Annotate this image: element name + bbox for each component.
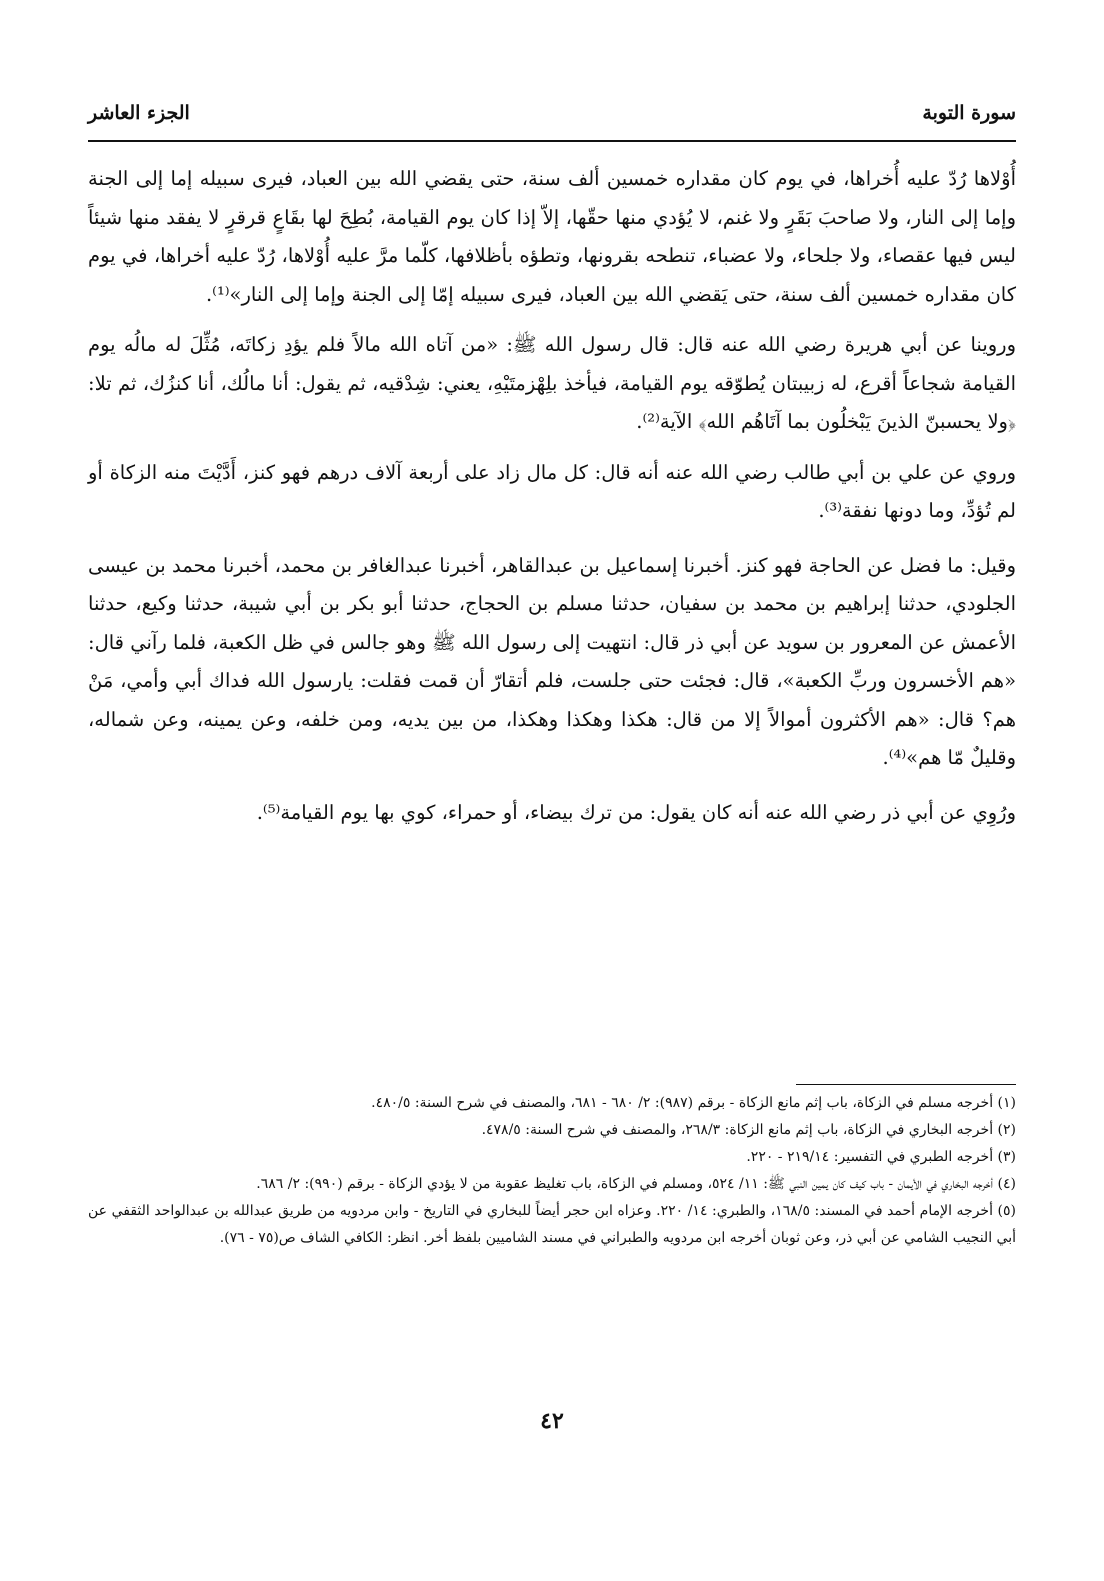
footnote-divider	[796, 1084, 1016, 1085]
paragraph-5: ورُوِي عن أبي ذر رضي الله عنه أنه كان يقول: من ترك بيضاء، أو حمراء، كوي بها يوم القيامة⁽⁵⁾.	[256, 800, 1016, 824]
header-divider	[88, 140, 1016, 142]
surah-title: سورة التوبة	[922, 102, 1016, 124]
paragraph-1: أُوْلاها رُدّ عليه أُخراها، في يوم كان مقداره خمسين ألف سنة، حتى يقضي الله بين العباد، فيرى سبيله إما إلى الجنة وإما إلى النار، ولا صاحبَ بَقَرٍ ولا غنم، لا يُؤدي منها حقّها، إلاّ إذا كان يوم القيامة، بُطِحَ لها بقَاعٍ قرقرٍ لا يفقد منها شيئاً ليس فيها عقصاء، ولا جلحاء، ولا عضباء، تنطحه بقرونها، وتطؤه بأظلافها، كلّما مرَّ عليه أُوْلاها، رُدّ عليه أخراها، في يوم كان مقداره خمسين ألف سنة، حتى يَقضي الله بين العباد، فيرى سبيله إمّا إلى الجنة وإما إلى النار»⁽¹⁾.	[88, 167, 1016, 306]
page-number: ٤٢	[540, 1408, 564, 1434]
footnote-3: (٣) أخرجه الطبري في التفسير: ٢١٩/١٤ - ٢٢٠.	[746, 1149, 1016, 1165]
running-header	[88, 96, 1016, 130]
paragraph-2: وروينا عن أبي هريرة رضي الله عنه قال: قال رسول الله ﷺ: «من آتاه الله مالاً فلم يؤدِ زكاتَه، مُثِّلَ له مالُه يوم القيامة شجاعاً أقرع، له زبيبتان يُطوّقه يوم القيامة، فيأخذ بلِهْزمتَيْهِ، يعني: شِدْقيه، ثم يقول: أنا مالُك، أنا كنزُك، ثم تلا: ﴿ولا يحسبنّ الذينَ يَبْخلُون بما آتَاهُم الله﴾ الآية⁽²⁾.	[88, 333, 1016, 433]
main-text	[88, 160, 1016, 832]
paragraph-3: وروي عن علي بن أبي طالب رضي الله عنه أنه قال: كل مال زاد على أربعة آلاف درهم فهو كنز، أَدَّيْتَ منه الزكاة أو لم تُؤدِّ، وما دونها نفقة⁽³⁾.	[88, 460, 1016, 522]
part-title: الجزء العاشر	[88, 102, 190, 124]
footnote-1: (١) أخرجه مسلم في الزكاة، باب إثم مانع الزكاة - برقم (٩٨٧): ٢/ ٦٨٠ - ٦٨١، والمصنف في شرح السنة: ٤٨٠/٥.	[371, 1095, 1016, 1111]
footnote-2: (٢) أخرجه البخاري في الزكاة، باب إثم مانع الزكاة: ٢٦٨/٣، والمصنف في شرح السنة: ٤٧٨/٥.	[481, 1122, 1016, 1138]
footnote-4: (٤) أخرجه البخاري في الأيمان - باب كيف كان يمين النبي ﷺ: ١١/ ٥٢٤، ومسلم في الزكاة، باب تغليظ عقوبة من لا يؤدي الزكاة - برقم (٩٩٠): ٢/ ٦٨٦.	[256, 1176, 1016, 1192]
footnote-5: (٥) أخرجه الإمام أحمد في المسند: ١٦٨/٥، والطبري: ١٤/ ٢٢٠. وعزاه ابن حجر أيضاً للبخاري في التاريخ - وابن مردويه من طريق عبدالله بن عبدالواحد الثقفي عن أبي النجيب الشامي عن أبي ذر، وعن ثوبان أخرجه ابن مردويه والطبراني في مسند الشاميين بلفظ أخر. انظر: الكافي الشاف ص(٧٥ - ٧٦).	[88, 1203, 1016, 1246]
footnotes	[88, 1090, 1016, 1252]
paragraph-4: وقيل: ما فضل عن الحاجة فهو كنز. أخبرنا إسماعيل بن عبدالقاهر، أخبرنا عبدالغافر بن محمد، أخبرنا محمد بن عيسى الجلودي، حدثنا إبراهيم بن محمد بن سفيان، حدثنا مسلم بن الحجاج، حدثنا أبو بكر بن أبي شيبة، حدثنا وكيع، حدثنا الأعمش عن المعرور بن سويد عن أبي ذر قال: انتهيت إلى رسول الله ﷺ وهو جالس في ظل الكعبة، فلما رآني قال: «هم الأخسرون وربِّ الكعبة»، قال: فجئت حتى جلست، فلم أتقارّ أن قمت فقلت: يارسول الله فداك أبي وأمي، مَنْ هم؟ قال: «هم الأكثرون أموالاً إلا من قال: هكذا وهكذا وهكذا، من بين يديه، ومن خلفه، وعن يمينه، وعن شماله، وقليلٌ مّا هم»⁽⁴⁾.	[88, 553, 1016, 769]
